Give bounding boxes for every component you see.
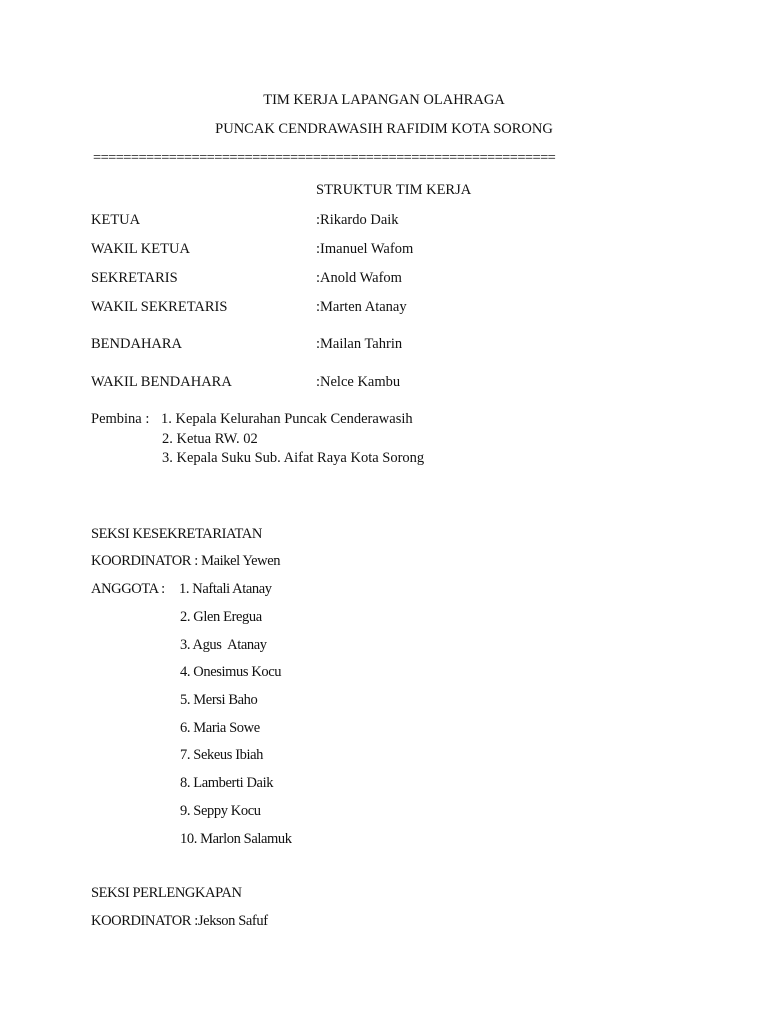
anggota-item: 5. Mersi Baho [180, 692, 258, 708]
pembina-label: Pembina : [91, 411, 154, 427]
pembina-item: 2. Ketua RW. 02 [162, 431, 258, 447]
structure-name: :Rikardo Daik [316, 212, 399, 228]
structure-role: WAKIL KETUA [91, 241, 190, 257]
section-heading: SEKSI PERLENGKAPAN [91, 885, 242, 901]
koordinator-line: KOORDINATOR : Maikel Yewen [91, 553, 281, 569]
structure-name: :Marten Atanay [316, 299, 407, 315]
anggota-item: 6. Maria Sowe [180, 720, 260, 736]
anggota-item: 7. Sekeus Ibiah [180, 747, 263, 763]
structure-role: WAKIL BENDAHARA [91, 374, 232, 390]
structure-role: WAKIL SEKRETARIS [91, 299, 228, 315]
anggota-item: 1. Naftali Atanay [179, 581, 272, 597]
structure-name: :Nelce Kambu [316, 374, 401, 390]
anggota-item: 10. Marlon Salamuk [180, 831, 292, 847]
structure-name: :Anold Wafom [316, 270, 402, 286]
section-heading: SEKSI KESEKRETARIATAN [91, 526, 262, 542]
structure-name: :Mailan Tahrin [316, 336, 403, 352]
anggota-item: 8. Lamberti Daik [180, 775, 274, 791]
anggota-label: ANGGOTA : [91, 581, 165, 597]
anggota-item: 4. Onesimus Kocu [180, 664, 282, 680]
anggota-item: 2. Glen Eregua [180, 609, 262, 625]
document-subtitle: PUNCAK CENDRAWASIH RAFIDIM KOTA SORONG [215, 121, 553, 137]
structure-role: KETUA [91, 212, 141, 228]
pembina-item: 3. Kepala Suku Sub. Aifat Raya Kota Sorong [162, 450, 425, 466]
anggota-item: 9. Seppy Kocu [180, 803, 261, 819]
structure-name: :Imanuel Wafom [316, 241, 414, 257]
separator-line: ============================================================= [93, 150, 556, 166]
structure-role: BENDAHARA [91, 336, 183, 352]
pembina-item: 1. Kepala Kelurahan Puncak Cenderawasih [161, 411, 413, 427]
anggota-item: 3. Agus Atanay [180, 637, 267, 653]
document-title: TIM KERJA LAPANGAN OLAHRAGA [263, 92, 505, 108]
structure-role: SEKRETARIS [91, 270, 178, 286]
section-title: STRUKTUR TIM KERJA [316, 182, 472, 198]
koordinator-line: KOORDINATOR :Jekson Safuf [91, 913, 268, 929]
